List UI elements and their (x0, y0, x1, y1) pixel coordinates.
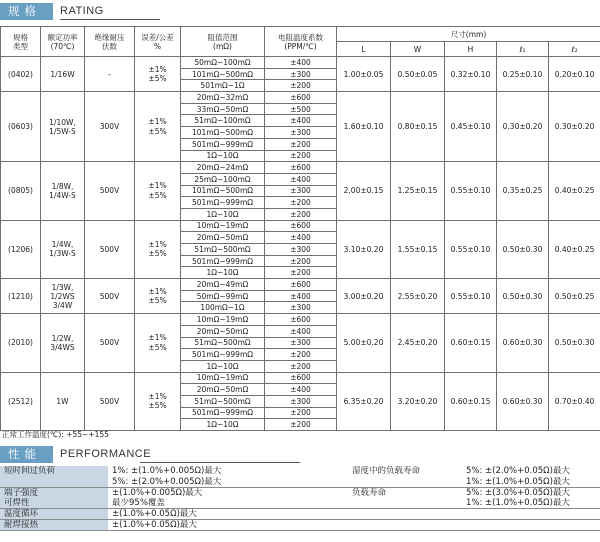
dim-l2-cell: 0.40±0.25 (549, 162, 600, 220)
tcr-cell: ±500 (265, 103, 337, 115)
tcr-cell: ±200 (265, 267, 337, 279)
header-dim-L: L (337, 42, 391, 57)
perf-label-short-overload: 短时间过负荷 (0, 466, 108, 477)
performance-title-cn: 性能 (0, 446, 53, 463)
resistance-range-cell: 10mΩ~19mΩ (181, 314, 265, 326)
rated-power-cell: 1W (41, 372, 85, 430)
tcr-cell: ±200 (265, 150, 337, 162)
perf-value-humidity-load-1: 5%: ±(2.0%+0.05Ω)最大 (466, 466, 570, 477)
resistance-range-cell: 51mΩ~100mΩ (181, 115, 265, 127)
resistance-range-cell: 20mΩ~32mΩ (181, 92, 265, 104)
header-spec-type: 规格 类型 (1, 27, 41, 57)
resistance-range-cell: 501mΩ~999mΩ (181, 349, 265, 361)
dim-W-cell: 1.25±0.15 (391, 162, 445, 220)
dim-W-cell: 2.45±0.20 (391, 314, 445, 372)
withstand-voltage-cell: 500V (85, 372, 135, 430)
rated-power-cell: 1/8W, 1/4W-S (41, 162, 85, 220)
header-resistance-range: 阻值范围 (mΩ) (181, 27, 265, 57)
resistance-range-cell: 51mΩ~500mΩ (181, 244, 265, 256)
resistance-range-cell: 501mΩ~999mΩ (181, 407, 265, 419)
perf-label-solderability: 可焊性 (0, 498, 108, 509)
resistance-range-cell: 20mΩ~50mΩ (181, 384, 265, 396)
tolerance-cell: ±1% ±5% (135, 314, 181, 372)
tcr-cell: ±200 (265, 197, 337, 209)
dim-W-cell: 2.55±0.20 (391, 279, 445, 314)
tcr-cell: ±200 (265, 349, 337, 361)
resistance-range-cell: 501mΩ~1Ω (181, 80, 265, 92)
dim-l1-cell: 0.30±0.20 (497, 92, 549, 162)
resistance-range-cell: 20mΩ~50mΩ (181, 232, 265, 244)
rating-row (1, 57, 600, 69)
resistance-range-cell: 25mΩ~100mΩ (181, 173, 265, 185)
perf-value-temp-cycle: ±(1.0%+0.05Ω)最大 (112, 508, 197, 519)
dim-l2-cell: 0.30±0.20 (549, 92, 600, 162)
resistance-range-cell: 501mΩ~999mΩ (181, 255, 265, 267)
tcr-cell: ±200 (265, 255, 337, 267)
header-rated-power: 额定功率 (70℃) (41, 27, 85, 57)
dim-l2-cell: 0.70±0.40 (549, 372, 600, 430)
perf-label-solder-heat: 耐焊接热 (0, 519, 108, 530)
tcr-cell: ±300 (265, 127, 337, 139)
resistance-range-cell: 100mΩ~1Ω (181, 302, 265, 314)
perf-value-load-life-1: 5%: ±(3.0%+0.05Ω)最大 (466, 487, 570, 498)
tcr-cell: ±400 (265, 173, 337, 185)
tcr-cell: ±200 (265, 407, 337, 419)
header-tolerance: 误差/公差 % (135, 27, 181, 57)
resistance-range-cell: 20mΩ~49mΩ (181, 279, 265, 291)
perf-label-humidity-load: 湿度中的负载寿命 (352, 466, 421, 477)
header-withstand-voltage: 绝缘耐压 伏数 (85, 27, 135, 57)
resistance-range-cell: 20mΩ~50mΩ (181, 325, 265, 337)
rating-row (1, 220, 600, 232)
tolerance-cell: ±1% ±5% (135, 279, 181, 314)
rating-row (1, 314, 600, 326)
tolerance-cell: ±1% ±5% (135, 372, 181, 430)
perf-empty-2 (302, 498, 462, 509)
withstand-voltage-cell: 500V (85, 162, 135, 220)
dim-L-cell: 3.00±0.20 (337, 279, 391, 314)
header-dim-W: W (391, 42, 445, 57)
tcr-cell: ±600 (265, 162, 337, 174)
operating-temp-note: 正常工作温度(℃): +55~+155 (2, 430, 109, 439)
performance-section-header (0, 446, 600, 463)
perf-value-solder-heat: ±(1.0%+0.05Ω)最大 (112, 519, 197, 530)
perf-label-temp-cycle: 温度循环 (0, 508, 108, 519)
resistance-range-cell: 50mΩ~99mΩ (181, 290, 265, 302)
resistance-range-cell: 51mΩ~500mΩ (181, 395, 265, 407)
resistance-range-cell: 101mΩ~500mΩ (181, 68, 265, 80)
dim-L-cell: 1.60±0.10 (337, 92, 391, 162)
dim-l1-cell: 0.25±0.10 (497, 57, 549, 92)
perf-empty-1 (302, 477, 462, 488)
withstand-voltage-cell: 500V (85, 279, 135, 314)
dim-l2-cell: 0.20±0.10 (549, 57, 600, 92)
rating-row (1, 162, 600, 174)
dim-H-cell: 0.32±0.10 (445, 57, 497, 92)
performance-table (0, 466, 600, 531)
tcr-cell: ±600 (265, 372, 337, 384)
perf-label-terminal-strength: 端子强度 (0, 487, 108, 498)
header-dim-H: H (445, 42, 497, 57)
tolerance-cell: ±1% ±5% (135, 220, 181, 278)
perf-value-humidity-load-2: 1%: ±(1.0%+0.05Ω)最大 (466, 476, 570, 487)
dim-H-cell: 0.55±0.10 (445, 162, 497, 220)
tcr-cell: ±300 (265, 185, 337, 197)
tolerance-cell: ±1% ±5% (135, 162, 181, 220)
spec-type-cell: (0805) (1, 162, 41, 220)
rating-row (1, 92, 600, 104)
dim-L-cell: 2.00±0.15 (337, 162, 391, 220)
tolerance-cell: ±1% ±5% (135, 92, 181, 162)
spec-type-cell: (2010) (1, 314, 41, 372)
dim-l1-cell: 0.50±0.30 (497, 279, 549, 314)
rating-rule (60, 19, 160, 20)
resistance-range-cell: 101mΩ~500mΩ (181, 127, 265, 139)
dim-L-cell: 1.00±0.05 (337, 57, 391, 92)
resistance-range-cell: 10mΩ~19mΩ (181, 372, 265, 384)
perf-value-terminal-strength: ±(1.0%+0.005Ω)最大 (112, 487, 203, 498)
resistance-range-cell: 20mΩ~24mΩ (181, 162, 265, 174)
header-dimensions: 尺寸(mm) (337, 27, 600, 42)
resistance-range-cell: 50mΩ~100mΩ (181, 57, 265, 69)
perf-value-load-life-2: 1%: ±(1.0%+0.05Ω)最大 (466, 497, 570, 508)
dim-l2-cell: 0.40±0.25 (549, 220, 600, 278)
tcr-cell: ±200 (265, 419, 337, 431)
withstand-voltage-cell: 500V (85, 314, 135, 372)
tcr-cell: ±300 (265, 302, 337, 314)
tcr-cell: ±400 (265, 325, 337, 337)
tolerance-cell: ±1% ±5% (135, 57, 181, 92)
tcr-cell: ±200 (265, 80, 337, 92)
resistance-range-cell: 33mΩ~50mΩ (181, 103, 265, 115)
tcr-cell: ±300 (265, 395, 337, 407)
perf-empty-6 (462, 519, 600, 530)
dim-l1-cell: 0.50±0.30 (497, 220, 549, 278)
rated-power-cell: 1/16W (41, 57, 85, 92)
tcr-cell: ±400 (265, 115, 337, 127)
spec-type-cell: (0402) (1, 57, 41, 92)
tcr-cell: ±600 (265, 220, 337, 232)
tcr-cell: ±600 (265, 314, 337, 326)
perf-empty-5 (302, 519, 462, 530)
rating-section-header (0, 3, 600, 20)
rated-power-cell: 1/10W, 1/5W-S (41, 92, 85, 162)
resistance-range-cell: 101mΩ~500mΩ (181, 185, 265, 197)
resistance-range-cell: 1Ω~10Ω (181, 208, 265, 220)
rating-title-cn: 规格 (0, 3, 53, 20)
withstand-voltage-cell: - (85, 57, 135, 92)
tcr-cell: ±300 (265, 337, 337, 349)
perf-value-short-overload-1: 1%: ±(1.0%+0.005Ω)最大 (112, 466, 222, 477)
rating-row (1, 372, 600, 384)
perf-value-short-overload-2: 5%: ±(2.0%+0.005Ω)最大 (112, 476, 222, 487)
performance-rule (140, 462, 300, 463)
performance-title-en: PERFORMANCE (60, 448, 152, 460)
dim-L-cell: 5.00±0.20 (337, 314, 391, 372)
withstand-voltage-cell: 500V (85, 220, 135, 278)
dim-l1-cell: 0.35±0.25 (497, 162, 549, 220)
tcr-cell: ±400 (265, 57, 337, 69)
dim-H-cell: 0.60±0.15 (445, 314, 497, 372)
perf-empty-4 (462, 508, 600, 519)
dim-H-cell: 0.45±0.10 (445, 92, 497, 162)
dim-l1-cell: 0.60±0.30 (497, 372, 549, 430)
perf-value-solderability: 最少95%覆盖 (112, 497, 165, 508)
rating-row (1, 279, 600, 291)
header-dim-l2: ℓ₂ (549, 42, 600, 57)
dim-W-cell: 0.80±0.15 (391, 92, 445, 162)
resistance-range-cell: 1Ω~10Ω (181, 419, 265, 431)
spec-type-cell: (1210) (1, 279, 41, 314)
tcr-cell: ±400 (265, 290, 337, 302)
withstand-voltage-cell: 300V (85, 92, 135, 162)
rated-power-cell: 1/2W, 3/4WS (41, 314, 85, 372)
resistance-range-cell: 1Ω~10Ω (181, 360, 265, 372)
dim-H-cell: 0.55±0.10 (445, 279, 497, 314)
dim-L-cell: 3.10±0.20 (337, 220, 391, 278)
dim-l2-cell: 0.50±0.30 (549, 314, 600, 372)
dim-W-cell: 0.50±0.05 (391, 57, 445, 92)
tcr-cell: ±600 (265, 92, 337, 104)
header-tcr: 电阻温度系数 (PPM/℃) (265, 27, 337, 57)
tcr-cell: ±600 (265, 279, 337, 291)
tcr-cell: ±300 (265, 244, 337, 256)
resistance-range-cell: 501mΩ~999mΩ (181, 197, 265, 209)
resistance-range-cell: 1Ω~10Ω (181, 267, 265, 279)
dim-H-cell: 0.55±0.10 (445, 220, 497, 278)
rated-power-cell: 1/3W, 1/2WS 3/4W (41, 279, 85, 314)
spec-type-cell: (2512) (1, 372, 41, 430)
tcr-cell: ±200 (265, 208, 337, 220)
resistance-range-cell: 1Ω~10Ω (181, 150, 265, 162)
rated-power-cell: 1/4W, 1/3W-S (41, 220, 85, 278)
dim-L-cell: 6.35±0.20 (337, 372, 391, 430)
rating-table (0, 26, 600, 431)
perf-label-short-overload-cont (0, 477, 108, 488)
spec-type-cell: (0603) (1, 92, 41, 162)
dim-H-cell: 0.60±0.15 (445, 372, 497, 430)
header-dim-l1: ℓ₁ (497, 42, 549, 57)
dim-W-cell: 1.55±0.15 (391, 220, 445, 278)
resistance-range-cell: 51mΩ~500mΩ (181, 337, 265, 349)
tcr-cell: ±400 (265, 384, 337, 396)
rating-table-body (1, 57, 600, 431)
spec-type-cell: (1206) (1, 220, 41, 278)
resistance-range-cell: 501mΩ~999mΩ (181, 138, 265, 150)
tcr-cell: ±200 (265, 360, 337, 372)
perf-label-load-life: 负载寿命 (352, 487, 387, 498)
tcr-cell: ±400 (265, 232, 337, 244)
perf-empty-3 (302, 508, 462, 519)
dim-l1-cell: 0.60±0.30 (497, 314, 549, 372)
resistance-range-cell: 10mΩ~19mΩ (181, 220, 265, 232)
tcr-cell: ±300 (265, 68, 337, 80)
dim-W-cell: 3.20±0.20 (391, 372, 445, 430)
tcr-cell: ±200 (265, 138, 337, 150)
dim-l2-cell: 0.50±0.25 (549, 279, 600, 314)
rating-title-en: RATING (60, 5, 104, 17)
